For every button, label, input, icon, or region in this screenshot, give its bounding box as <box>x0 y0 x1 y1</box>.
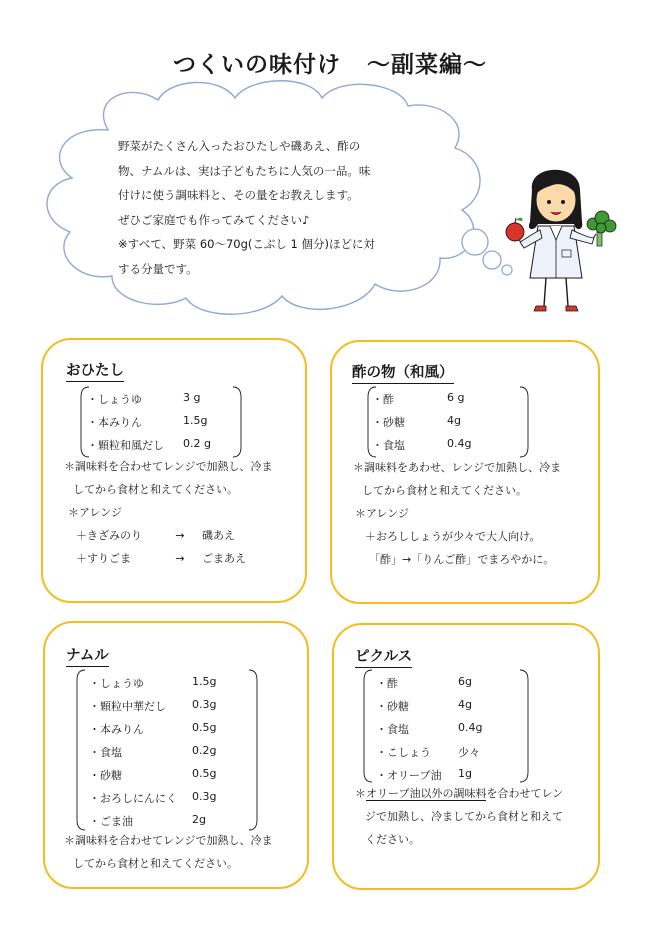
intro-line: 野菜がたくさん入ったおひたしや磯あえ、酢の <box>118 139 361 153</box>
arrow-icon: → <box>175 529 185 542</box>
arrange-to: ごまあえ <box>202 552 246 565</box>
recipe-title-namul: ナムル <box>66 644 109 667</box>
ingredient-amount: 6g <box>458 675 472 688</box>
arrow-icon: → <box>175 552 185 565</box>
ingredient-name: ・本みりん <box>87 416 142 429</box>
intro-line: 付けに使う調味料と、その量をお教えします。 <box>118 188 359 202</box>
note-mark: ＊ <box>355 787 366 800</box>
ingredient-name: ・酢 <box>376 677 398 690</box>
ingredient-name: ・本みりん <box>89 723 144 736</box>
note-line: ＊調味料を合わせてレンジで加熱し、冷ま <box>64 460 273 473</box>
ingredient-name: ・食塩 <box>376 723 409 736</box>
note-line: してから食材と和えてください。 <box>73 857 238 870</box>
ingredient-name: ・砂糖 <box>89 769 122 782</box>
recipe-title-pickles: ピクルス <box>355 645 412 668</box>
instruction-note <box>64 829 272 875</box>
intro-line: する分量です。 <box>118 261 198 276</box>
arrange-item <box>64 547 272 570</box>
title-sub: ～副菜編～ <box>367 52 487 78</box>
ingredient-name: ・食塩 <box>89 746 122 759</box>
ingredient-amount: 少々 <box>458 746 480 759</box>
ingredient-amount: 6 g <box>447 391 465 404</box>
instruction-note <box>355 782 563 851</box>
arrange-item <box>64 524 272 547</box>
ingredient-amount: 0.5g <box>192 721 217 734</box>
title-main: つくいの味付け <box>173 52 341 78</box>
ingredient-amount: 2g <box>192 813 206 826</box>
intro-line: ぜひご家庭でも作ってみてください♪ <box>118 212 310 227</box>
ingredient-name: ・食塩 <box>372 439 405 452</box>
ingredient-amount: 1.5g <box>192 675 217 688</box>
ingredient-name: ・こしょう <box>376 746 431 759</box>
ingredient-amount: 0.4g <box>447 437 472 450</box>
note-line: してから食材と和えてください。 <box>362 484 527 497</box>
ingredient-amount: 0.3g <box>192 698 217 711</box>
arrange-item: 「酢」→「りんご酢」でまろやかに。 <box>369 553 555 566</box>
note-line: ジで加熱し、冷ましてから食材と和えて <box>365 810 563 823</box>
ingredient-name: ・顆粒和風だし <box>87 439 164 452</box>
ingredient-amount: 0.3g <box>192 790 217 803</box>
ingredient-amount: 0.2g <box>192 744 217 757</box>
intro-line: ※すべて、野菜 60～70g(こぶし 1 個分)ほどに対 <box>118 237 375 251</box>
note-line: ＊調味料をあわせ、レンジで加熱し、冷ま <box>353 461 562 474</box>
ingredient-amount: 1g <box>458 767 472 780</box>
ingredient-amount: 4g <box>447 414 461 427</box>
ingredient-amount: 0.4g <box>458 721 483 734</box>
ingredient-name: ・ごま油 <box>89 815 133 828</box>
ingredient-name: ・砂糖 <box>372 416 405 429</box>
ingredient-name: ・しょうゆ <box>87 393 142 406</box>
note-line <box>355 782 563 805</box>
arrange-label: ＊アレンジ <box>68 506 123 519</box>
note-rest: を合わせてレン <box>486 787 564 800</box>
ingredient-amount: 1.5g <box>183 414 208 427</box>
ingredient-amount: 4g <box>458 698 472 711</box>
note-emphasis: オリーブ油以外の調味料 <box>366 787 487 800</box>
instruction-note <box>64 455 272 570</box>
instruction-note <box>353 456 561 571</box>
intro-text <box>118 134 418 281</box>
ingredient-name: ・顆粒中華だし <box>89 700 166 713</box>
arrange-label: ＊アレンジ <box>355 507 410 520</box>
ingredient-name: ・オリーブ油 <box>376 769 442 782</box>
note-line: ＊調味料を合わせてレンジで加熱し、冷ま <box>64 834 273 847</box>
recipe-title-sunomono: 酢の物（和風） <box>352 361 454 384</box>
note-line: してから食材と和えてください。 <box>73 483 238 496</box>
ingredient-amount: 3 g <box>183 391 201 404</box>
ingredient-name: ・おろしにんにく <box>89 792 177 805</box>
ingredient-amount: 0.5g <box>192 767 217 780</box>
arrange-to: 磯あえ <box>202 529 235 542</box>
note-line: ください。 <box>365 833 420 846</box>
recipe-title-ohitashi: おひたし <box>66 359 124 382</box>
intro-line: 物、ナムルは、実は子どもたちに人気の一品。味 <box>118 163 371 178</box>
arrange-from: ＋きざみのり <box>76 529 142 542</box>
ingredient-amount: 0.2 g <box>183 437 211 450</box>
ingredient-name: ・しょうゆ <box>89 677 144 690</box>
arrange-item: ＋おろししょうが少々で大人向け。 <box>365 530 541 543</box>
ingredient-name: ・砂糖 <box>376 700 409 713</box>
ingredient-name: ・酢 <box>372 393 394 406</box>
arrange-from: ＋すりごま <box>76 552 131 565</box>
chef-illustration <box>498 160 620 320</box>
